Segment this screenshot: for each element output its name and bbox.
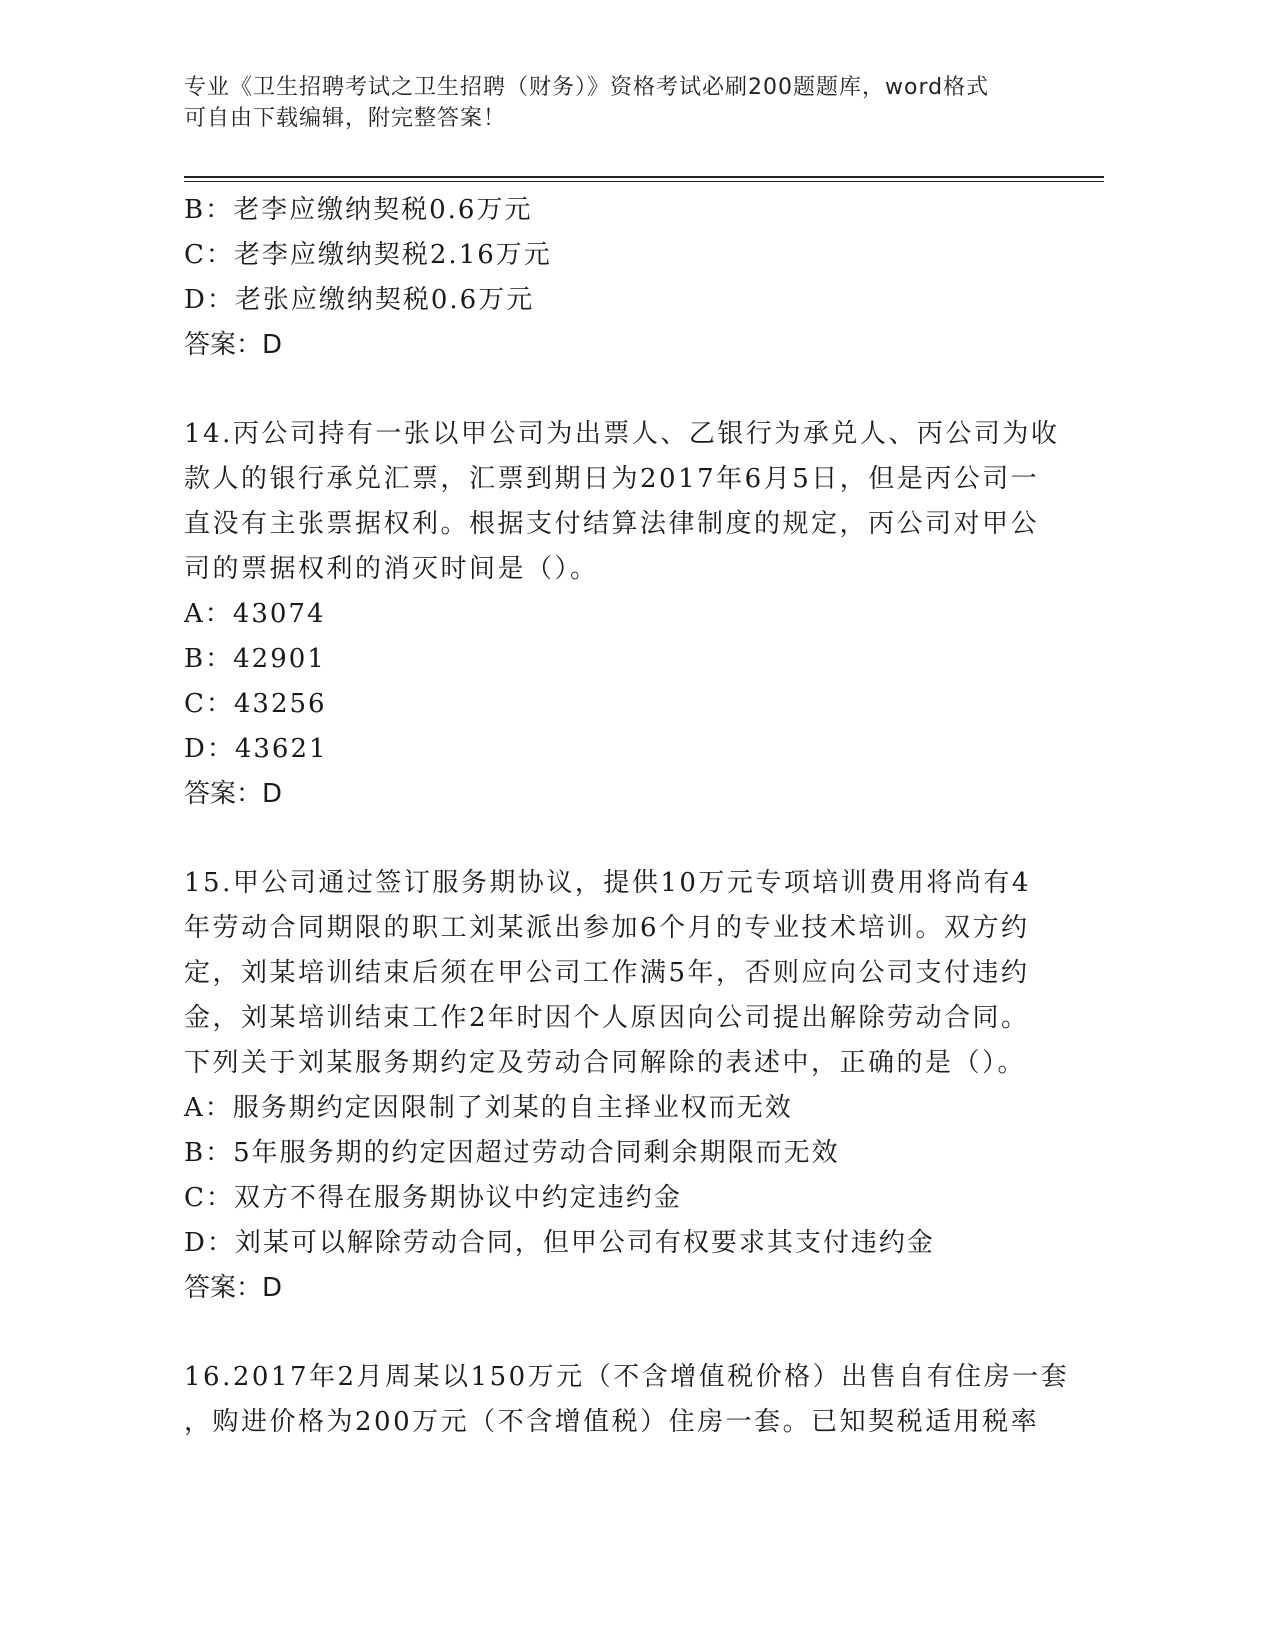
q14-stem-line-1: 14.丙公司持有一张以甲公司为出票人、乙银行为承兑人、丙公司为收 (184, 419, 1060, 449)
q14-option-a: A：43074 (184, 599, 326, 629)
document-header (184, 72, 1084, 134)
spacer (184, 368, 1064, 412)
q15-option-c: C：双方不得在服务期协议中约定违约金 (184, 1183, 682, 1213)
spacer (184, 1311, 1064, 1355)
q15-stem-line-2: 年劳动合同期限的职工刘某派出参加6个月的专业技术培训。双方约 (184, 913, 1030, 943)
q13-option-b: B：老李应缴纳契税0.6万元 (184, 195, 533, 225)
question-16 (184, 1355, 1070, 1445)
header-title-line-1: 专业《卫生招聘考试之卫生招聘（财务）》资格考试必刷200题题库，word格式 (184, 75, 990, 100)
q13-option-c: C：老李应缴纳契税2.16万元 (184, 240, 552, 270)
q14-stem-line-2: 款人的银行承兑汇票，汇票到期日为2017年6月5日，但是丙公司一 (184, 464, 1040, 494)
header-divider-thick (184, 176, 1104, 178)
q13-option-d: D：老张应缴纳契税0.6万元 (184, 285, 535, 315)
question-14 (184, 412, 1064, 817)
q15-stem-line-5: 下列关于刘某服务期约定及劳动合同解除的表述中，正确的是（）。 (184, 1048, 1027, 1078)
q14-option-c: C：43256 (184, 689, 327, 719)
header-title-line-2: 可自由下载编辑，附完整答案！ (184, 106, 507, 131)
q13-answer: 答案：D (184, 330, 283, 360)
q14-option-b: B：42901 (184, 644, 326, 674)
q14-stem-line-3: 直没有主张票据权利。根据支付结算法律制度的规定，丙公司对甲公 (184, 509, 1040, 539)
spacer (184, 817, 1064, 861)
q14-answer: 答案：D (184, 779, 283, 809)
q16-stem-line-2: ，购进价格为200万元（不含增值税）住房一套。已知契税适用税率 (184, 1407, 1040, 1437)
question-13-tail (184, 188, 1064, 368)
q14-option-d: D：43621 (184, 734, 328, 764)
q14-stem-line-4: 司的票据权利的消灭时间是（）。 (184, 554, 599, 584)
q15-option-a: A：服务期约定因限制了刘某的自主择业权而无效 (184, 1093, 793, 1123)
q16-stem-line-1: 16.2017年2月周某以150万元（不含增值税价格）出售自有住房一套 (184, 1362, 1070, 1392)
q15-answer: 答案：D (184, 1273, 283, 1303)
q15-stem-line-1: 15.甲公司通过签订服务期协议，提供10万元专项培训费用将尚有4 (184, 868, 1031, 898)
q15-stem-line-3: 定，刘某培训结束后须在甲公司工作满5年，否则应向公司支付违约 (184, 958, 1030, 988)
q15-option-b: B：5年服务期的约定因超过劳动合同剩余期限而无效 (184, 1138, 840, 1168)
q15-option-d: D：刘某可以解除劳动合同，但甲公司有权要求其支付违约金 (184, 1228, 935, 1258)
header-divider-thin (184, 181, 1104, 182)
document-body (184, 188, 1070, 1445)
q15-stem-line-4: 金，刘某培训结束工作2年时因个人原因向公司提出解除劳动合同。 (184, 1003, 1030, 1033)
question-15 (184, 861, 1064, 1311)
